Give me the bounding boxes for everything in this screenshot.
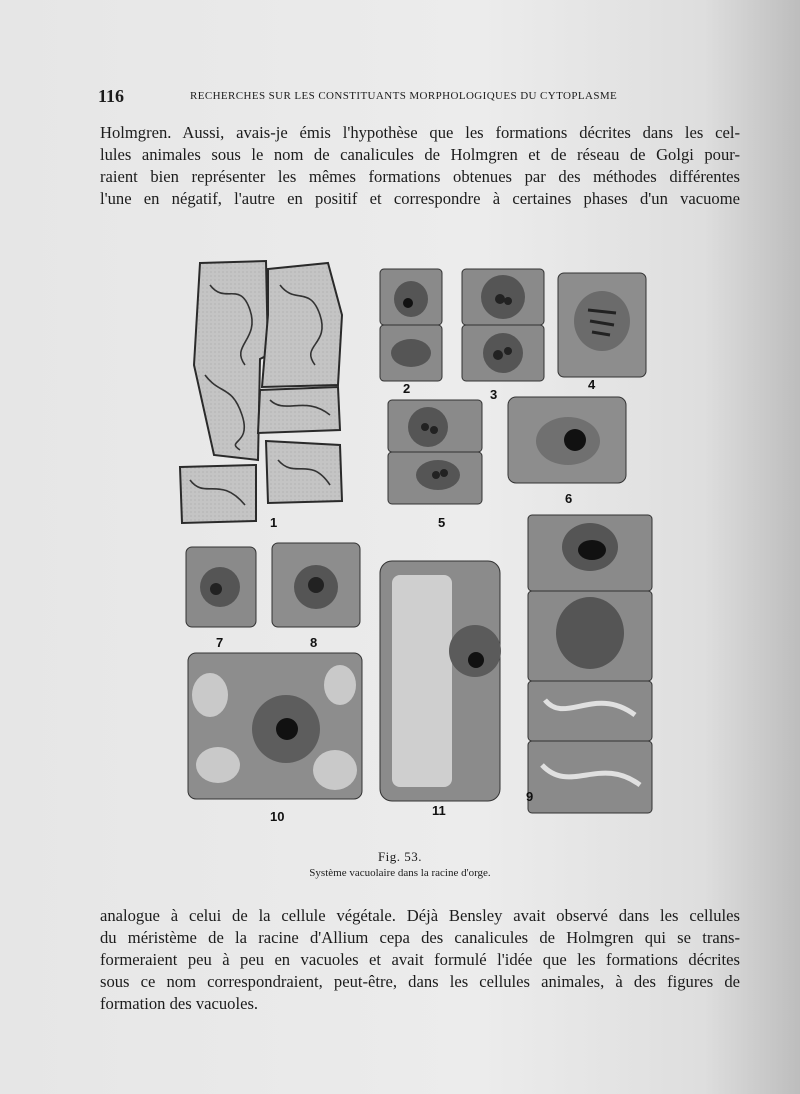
figure-1-cells [180, 261, 342, 523]
figure-2-cells [380, 269, 442, 381]
figure-label-2: 2 [403, 381, 411, 396]
figure-title: Fig. 53. [377, 849, 423, 864]
text-line: sous ce nom correspondraient, peut-être, dans les cellules animales, à des figures de [100, 972, 740, 991]
figure-label-11: 11 [432, 803, 446, 818]
figure-7-cell [186, 547, 256, 627]
figure-label-1: 1 [270, 515, 278, 530]
figure-label-4: 4 [588, 377, 596, 392]
figure-6-cell [508, 397, 626, 483]
text-line: l'une en négatif, l'autre en positif et correspondre à certaines phases d'un vacuome [100, 189, 740, 208]
page-header [98, 86, 758, 106]
cell-illustrations [170, 255, 670, 830]
figure-3-cells [462, 269, 544, 381]
text-line: Holmgren. Aussi, avais-je émis l'hypothèse que les formations décrites dans les cel- [100, 123, 740, 142]
text-line: du méristème de la racine d'Allium cepa des canalicules de Holmgren qui se trans- [100, 928, 740, 947]
paragraph-bottom [100, 905, 740, 1015]
paragraph-top [100, 122, 740, 210]
text-line: analogue à celui de la cellule végétale. Déjà Bensley avait observé dans les cellules [100, 906, 740, 925]
running-head: RECHERCHES SUR LES CONSTITUANTS MORPHOLOGIQUES DU CYTOPLASME [190, 90, 618, 102]
figure-4-cell [558, 273, 646, 377]
figure-label-7: 7 [216, 635, 224, 650]
figure-label-3: 3 [490, 387, 498, 402]
figure-caption: Système vacuolaire dans la racine d'orge. [309, 867, 491, 879]
figure-label-5: 5 [438, 515, 446, 530]
text-line: formation des vacuoles. [100, 994, 259, 1013]
figure-9-cells [528, 515, 652, 813]
figure-label-8: 8 [310, 635, 318, 650]
figure-10-cell [188, 653, 362, 799]
figure-plate [170, 255, 670, 830]
text-line: lules animales sous le nom de canalicules de Holmgren et de réseau de Golgi pour- [100, 145, 740, 164]
figure-label-6: 6 [565, 491, 573, 506]
text-line: formeraient peu à peu en vacuoles et avait formulé l'idée que les formations décrites [100, 950, 740, 969]
figure-8-cell [272, 543, 360, 627]
figure-label-10: 10 [270, 809, 285, 824]
text-line: raient bien représenter les mêmes formations obtenues par des méthodes différentes [100, 167, 740, 186]
figure-label-9: 9 [526, 789, 534, 804]
figure-5-cells [388, 400, 482, 504]
figure-11-cell [380, 561, 501, 801]
page-number: 116 [98, 86, 125, 106]
